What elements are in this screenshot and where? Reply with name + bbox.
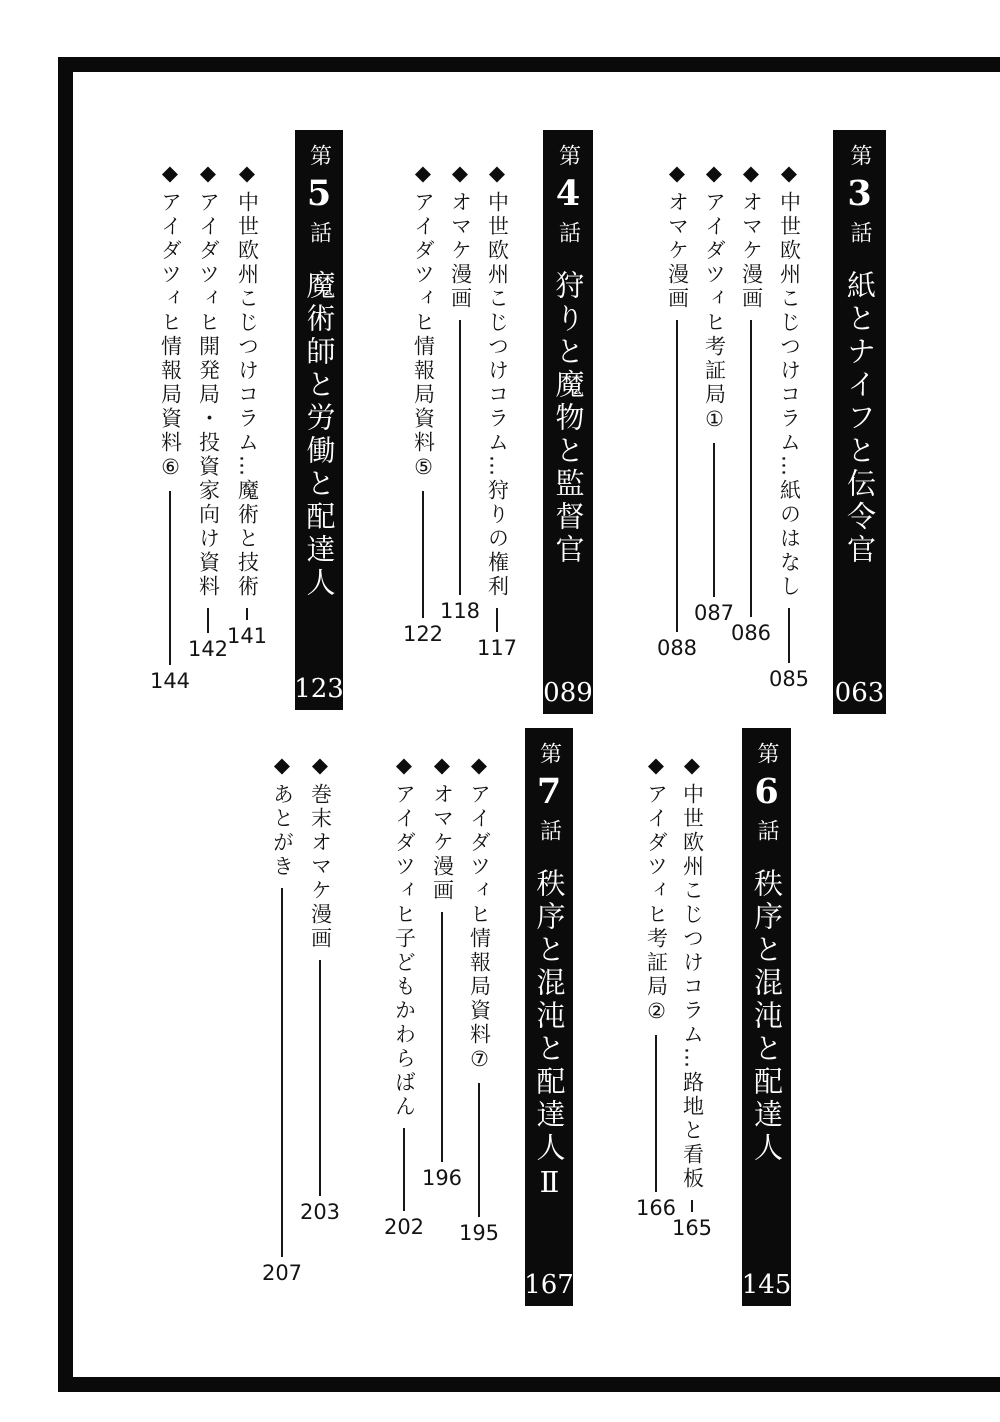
leader-line	[655, 1035, 657, 1192]
entry-page-number: 196	[421, 1166, 463, 1190]
entry-page-number: 087	[693, 601, 735, 625]
chapter-start-page: 123	[294, 674, 344, 704]
diamond-bullet-icon: ◆	[647, 753, 665, 777]
leader-line	[713, 443, 715, 597]
diamond-bullet-icon: ◆	[433, 753, 451, 777]
chapter-4-bar	[543, 130, 593, 714]
entry-label: アイダツィヒ考証局①	[702, 191, 727, 434]
chapter-number-label: 第6話	[746, 742, 787, 848]
chapter-number-label: 第5話	[298, 144, 340, 250]
leader-line	[750, 320, 752, 617]
toc-entry	[458, 753, 500, 1245]
diamond-bullet-icon: ◆	[488, 161, 506, 185]
entry-label: アイダツィヒ情報局資料⑦	[467, 783, 492, 1074]
leader-line	[496, 608, 498, 632]
chapter-title: 狩りと魔物と監督官	[551, 270, 586, 567]
chapter-number-label: 第3話	[839, 144, 880, 250]
entry-label: アイダツィヒ考証局②	[644, 783, 669, 1026]
leader-line	[459, 320, 461, 595]
diamond-bullet-icon: ◆	[199, 161, 217, 185]
diamond-bullet-icon: ◆	[742, 161, 760, 185]
leader-line	[478, 1083, 480, 1217]
diamond-bullet-icon: ◆	[470, 753, 488, 777]
toc-entry	[402, 161, 444, 646]
toc-entry	[299, 753, 341, 1224]
chapter-start-page: 063	[834, 678, 885, 708]
entry-label: アイダツィヒ情報局資料⑤	[411, 191, 436, 482]
entry-page-number: 122	[402, 622, 444, 646]
chapter-start-page: 089	[543, 678, 593, 708]
chapter-5-bar	[295, 130, 343, 710]
leader-line	[788, 608, 790, 663]
leader-line	[246, 608, 248, 620]
entry-page-number: 195	[458, 1221, 500, 1245]
toc-entry	[656, 161, 698, 660]
toc-entry	[187, 161, 229, 661]
toc-entry	[421, 753, 463, 1190]
entry-label: オマケ漫画	[739, 191, 764, 311]
toc-entry	[476, 161, 518, 660]
chapter-3-bar	[833, 130, 886, 714]
toc-entry	[693, 161, 735, 625]
entry-page-number: 141	[226, 624, 268, 648]
leader-line	[169, 491, 171, 665]
leader-line	[319, 960, 321, 1196]
entry-page-number: 207	[261, 1261, 303, 1285]
entry-label: 巻末オマケ漫画	[308, 783, 333, 951]
diamond-bullet-icon: ◆	[683, 753, 701, 777]
diamond-bullet-icon: ◆	[705, 161, 723, 185]
diamond-bullet-icon: ◆	[238, 161, 256, 185]
chapter-title: 魔術師と労働と配達人	[302, 270, 337, 600]
toc-entry	[671, 753, 713, 1240]
entry-label: 中世欧州こじつけコラム…魔術と技術	[235, 191, 260, 599]
entry-page-number: 142	[187, 637, 229, 661]
diamond-bullet-icon: ◆	[395, 753, 413, 777]
entry-label: 中世欧州こじつけコラム…紙のはなし	[777, 191, 802, 599]
diamond-bullet-icon: ◆	[414, 161, 432, 185]
entry-page-number: 166	[635, 1196, 677, 1220]
chapter-7-bar	[525, 728, 573, 1306]
chapter-title: 紙とナイフと伝令官	[843, 270, 877, 567]
leader-line	[676, 320, 678, 632]
leader-line	[422, 491, 424, 618]
leader-line	[207, 608, 209, 633]
entry-label: オマケ漫画	[430, 783, 455, 903]
diamond-bullet-icon: ◆	[780, 161, 798, 185]
chapter-title: 秩序と混沌と配達人	[750, 868, 784, 1165]
entry-page-number: 085	[768, 667, 810, 691]
entry-page-number: 144	[149, 669, 191, 693]
chapter-6-bar	[742, 728, 791, 1306]
toc-entry	[149, 161, 191, 693]
entry-page-number: 086	[730, 621, 772, 645]
toc-entry	[383, 753, 425, 1239]
chapter-title: 秩序と混沌と配達人Ⅱ	[532, 868, 567, 1203]
toc-entry	[226, 161, 268, 648]
entry-page-number: 165	[671, 1216, 713, 1240]
diamond-bullet-icon: ◆	[451, 161, 469, 185]
toc-entry	[261, 753, 303, 1285]
leader-line	[281, 888, 283, 1257]
chapter-start-page: 167	[524, 1270, 574, 1300]
entry-page-number: 202	[383, 1215, 425, 1239]
leader-line	[403, 1128, 405, 1211]
entry-label: 中世欧州こじつけコラム…狩りの権利	[485, 191, 510, 599]
toc-entry	[768, 161, 810, 691]
entry-label: オマケ漫画	[665, 191, 690, 311]
toc-entry	[635, 753, 677, 1220]
entry-page-number: 203	[299, 1200, 341, 1224]
entry-page-number: 117	[476, 636, 518, 660]
toc-entry	[439, 161, 481, 623]
diamond-bullet-icon: ◆	[273, 753, 291, 777]
entry-label: オマケ漫画	[448, 191, 473, 311]
leader-line	[691, 1200, 693, 1212]
entry-label: アイダツィヒ情報局資料⑥	[158, 191, 183, 482]
diamond-bullet-icon: ◆	[161, 161, 179, 185]
entry-page-number: 118	[439, 599, 481, 623]
diamond-bullet-icon: ◆	[668, 161, 686, 185]
entry-label: あとがき	[270, 783, 295, 879]
entry-page-number: 088	[656, 636, 698, 660]
toc-entry	[730, 161, 772, 645]
chapter-start-page: 145	[741, 1270, 792, 1300]
entry-label: アイダツィヒ開発局・投資家向け資料	[196, 191, 221, 599]
diamond-bullet-icon: ◆	[311, 753, 329, 777]
chapter-number-label: 第4話	[547, 144, 589, 250]
entry-label: アイダツィヒ子どもかわらばん	[392, 783, 417, 1119]
entry-label: 中世欧州こじつけコラム…路地と看板	[680, 783, 705, 1191]
chapter-number-label: 第7話	[528, 742, 570, 848]
leader-line	[441, 912, 443, 1162]
